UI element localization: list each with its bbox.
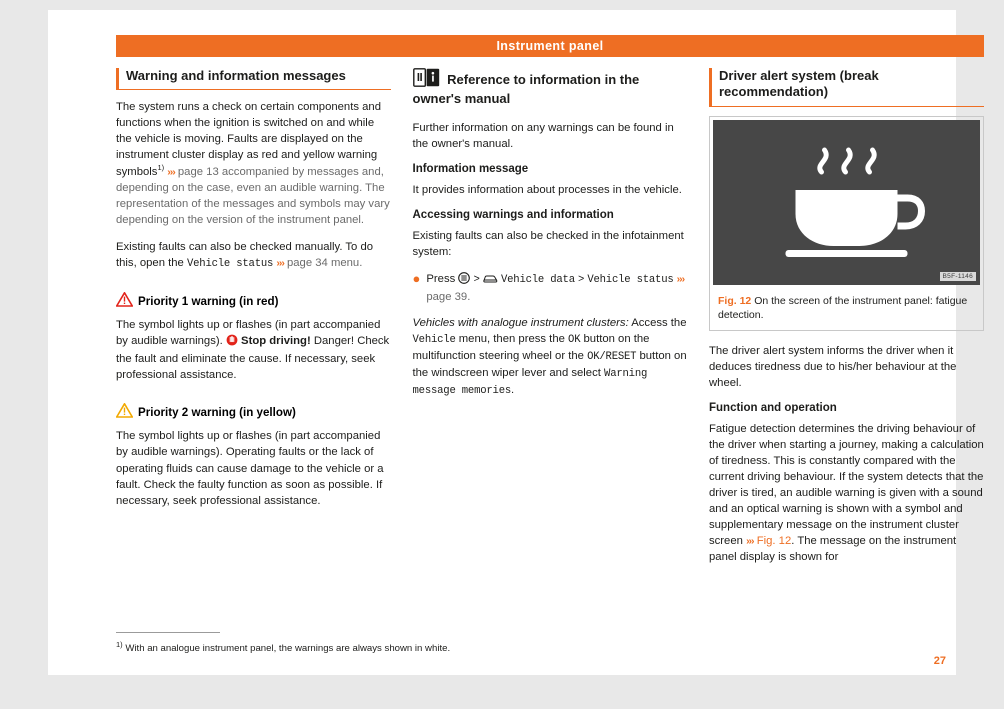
fatigue-text-a: Fatigue detection determines the driving behaviour of the driver when starting a journey, making a calculation of tiredness. This is constantly compared with the current driving behaviour. If the system detects that the driver is tired, an audible warning is given with a sound and an optical warning is shown with a symbol and supplementary message on the instrument cluster screen: [709, 422, 984, 548]
analogue-lead-in: Vehicles with analogue instrument clusters:: [412, 316, 629, 329]
yellow-warning-triangle-icon: [116, 403, 133, 421]
paragraph-system-check: [116, 99, 391, 228]
figure-number: Fig. 12: [718, 294, 752, 307]
priority-1-stop-driving: Stop driving!: [241, 335, 311, 348]
menu-vehicle-status: Vehicle status: [587, 273, 674, 286]
column-two: [413, 68, 688, 576]
section-heading-driver-alert: Driver alert system (break recommendation): [709, 68, 984, 107]
page-reference-34: page 34 menu.: [286, 257, 363, 270]
menu-vehicle-status: Vehicle status: [186, 258, 274, 271]
priority-2-title: Priority 2 warning (in yellow): [138, 405, 296, 419]
content-columns: [116, 68, 984, 576]
footnote-marker: 1): [116, 640, 123, 649]
paragraph-analogue-clusters: [413, 315, 688, 399]
page-header-title: Instrument panel: [496, 39, 604, 53]
paragraph-information-message: It provides information about processes in the vehicle.: [412, 183, 682, 196]
page-reference-13: page 13 accompanied by messages and, depending on the case, even an audible warning. The representation of the messages and symbols may vary depending on the version of the instrument panel.: [116, 166, 390, 227]
paragraph-infotainment: Existing faults can also be checked in the infotainment system:: [412, 229, 684, 258]
footnote-divider: [116, 632, 220, 633]
list-item-text: [426, 271, 687, 305]
car-icon: [483, 273, 498, 289]
footnote-content: With an analogue instrument panel, the warnings are always shown in white.: [125, 643, 451, 655]
figure-12-caption: [710, 288, 983, 330]
section-heading-owners-manual-reference: [413, 68, 688, 108]
page-number: 27: [933, 655, 946, 667]
priority-1-title: Priority 1 warning (in red): [138, 294, 279, 308]
priority-1-heading: [116, 292, 391, 310]
page-header-bar: [116, 35, 984, 57]
separator-gt-1: >: [473, 273, 480, 286]
subheading-function-operation: Function and operation: [709, 401, 837, 414]
press-label: Press: [426, 272, 456, 285]
document-page: [48, 10, 984, 675]
footnote-marker: 1): [157, 163, 165, 173]
book-info-icon: [413, 68, 440, 91]
figure-12-box: [709, 116, 984, 331]
stop-hand-icon: [226, 334, 238, 351]
paragraph-fatigue-detection: [709, 421, 984, 565]
paragraph-manual-check: [116, 239, 391, 272]
analogue-text-a: Access the: [631, 316, 687, 329]
analogue-text-e: .: [511, 383, 515, 396]
section-heading-warning-messages: Warning and information messages: [116, 68, 391, 90]
figure-caption-text: On the screen of the instrument panel: fatigue detection.: [718, 294, 968, 321]
button-ok: OK: [568, 333, 581, 346]
menu-button-icon: [458, 272, 470, 289]
figure-12-link[interactable]: Fig. 12: [756, 535, 792, 548]
fatigue-text-b: . The message on the instrument panel display is shown for: [709, 535, 957, 564]
paragraph-system-check-text: The system runs a check on certain components and functions when the ignition is switched on and while the vehicle is moving. Faults are displayed on the instrument cluster display as red and yellow warning symbols: [116, 101, 381, 179]
reference-arrows: ›››: [746, 535, 754, 548]
footnote-block: [116, 632, 716, 654]
reference-arrows: ›››: [676, 272, 685, 285]
coffee-cup-icon: [759, 142, 934, 262]
owners-manual-heading-text: Reference to information in the owner's manual: [412, 72, 640, 107]
subheading-accessing-warnings: Accessing warnings and information: [412, 208, 614, 221]
priority-2-heading: [116, 403, 391, 421]
figure-12-image: [713, 120, 980, 285]
footnote-text: [116, 640, 716, 654]
subheading-information-message: Information message: [412, 162, 529, 175]
page-reference-39: page 39.: [426, 290, 471, 303]
analogue-text-b: menu, then press the: [458, 332, 565, 345]
analogue-text-d: button on the windscreen wiper lever and select: [412, 349, 687, 379]
red-warning-triangle-icon: [116, 292, 133, 310]
column-one: [116, 68, 391, 576]
paragraph-priority-1: [116, 317, 391, 383]
paragraph-priority-2: The symbol lights up or flashes (in part accompanied by audible warnings). Operating faults or the lack of operating fluids can cause damage to the vehicle or a fault. Check the faulty function as soon as possible. If necessary, seek professional assistance.: [116, 430, 384, 507]
menu-vehicle-data: Vehicle data: [500, 273, 575, 286]
column-three: [709, 68, 984, 576]
priority-1-text-b: Danger! Check the fault and eliminate the cause. If necessary, seek professional assistance.: [116, 335, 390, 382]
button-ok-reset: OK/RESET: [587, 350, 637, 363]
separator-gt-2: >: [578, 273, 585, 286]
menu-vehicle: Vehicle: [412, 333, 456, 346]
menu-warning-message-memories: Warning message memories: [412, 367, 648, 397]
paragraph-driver-alert-intro: The driver alert system informs the driver when it deduces tiredness due to his/her behaviour at the wheel.: [709, 344, 957, 389]
reference-arrows: ›››: [276, 257, 284, 270]
reference-arrows: ›››: [167, 166, 175, 179]
paragraph-further-info: Further information on any warnings can be found in the owner's manual.: [412, 121, 674, 150]
paragraph-manual-check-text: Existing faults can also be checked manually. To do this, open the: [116, 241, 374, 270]
bullet-dot-icon: ●: [412, 270, 421, 286]
priority-1-text-a: The symbol lights up or flashes (in part accompanied by audible warnings).: [116, 319, 381, 348]
figure-image-code: B5F-1146: [940, 272, 976, 281]
analogue-text-c: button on the multifunction steering wheel or the: [412, 332, 650, 362]
list-item-press-menu: [413, 271, 688, 305]
